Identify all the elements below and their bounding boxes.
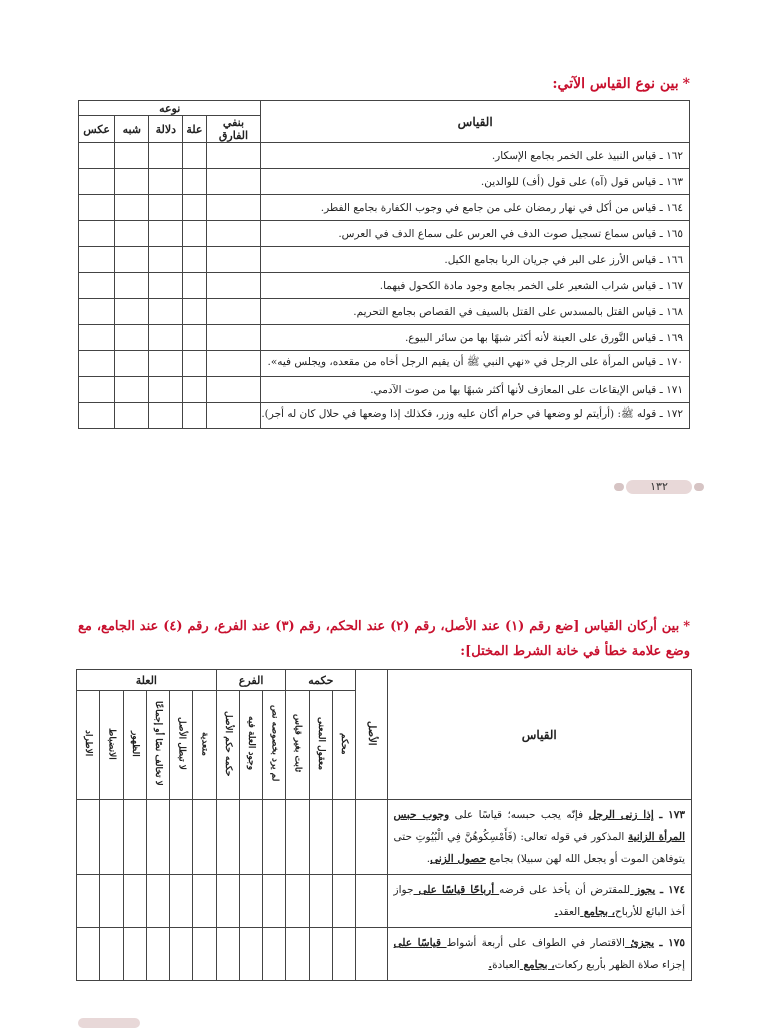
answer-cell[interactable]: [332, 800, 355, 875]
answer-cell[interactable]: [115, 247, 149, 273]
answer-cell[interactable]: [79, 169, 115, 195]
answer-cell[interactable]: [115, 377, 149, 403]
table-row: [79, 325, 690, 351]
table-row: [79, 351, 690, 377]
col-header: معقول المعنى: [309, 691, 332, 800]
qiyas-text-part: يجوز: [630, 884, 656, 896]
table-row: [79, 143, 690, 169]
qiyas-cell: ١٧٢ ـ قوله ﷺ: (أرأيتم لو وضعها في حرام أكان عليه وزر، فكذلك إذا وضعها في حلال كان له أجر).: [261, 403, 690, 429]
col-header: لا تبطل الأصل: [170, 691, 193, 800]
answer-cell[interactable]: [183, 143, 206, 169]
qiyas-text-part: العبادة: [492, 959, 520, 971]
answer-cell[interactable]: [146, 875, 169, 928]
answer-cell[interactable]: [115, 351, 149, 377]
answer-cell[interactable]: [206, 351, 261, 377]
answer-cell[interactable]: [79, 377, 115, 403]
answer-cell[interactable]: [286, 928, 309, 981]
answer-cell[interactable]: [183, 325, 206, 351]
qiyas-cell: ١٦٤ ـ قياس من أكل في نهار رمضان على من جامع في وجوب الكفارة بجامع الفطر.: [261, 195, 690, 221]
table-row: [79, 377, 690, 403]
qiyas-text-part: وجوب حبس المرأة الزانية: [393, 809, 685, 843]
qiyas-pillars-table: [76, 669, 692, 981]
answer-cell[interactable]: [206, 247, 261, 273]
answer-cell[interactable]: [79, 325, 115, 351]
answer-cell[interactable]: [170, 800, 193, 875]
qiyas-cell: ١٦٨ ـ قياس القتل بالمسدس على القتل بالسيف في القصاص بجامع التحريم.: [261, 299, 690, 325]
qiyas-text-part: المذكور في قوله تعالى: (فَأَمْسِكُوهُنَّ فِي الْبُيُوتِ حتى يتوفاهن الموت أو يجعل الله لهن سبيلا) بجامع: [393, 831, 685, 865]
answer-cell[interactable]: [149, 351, 183, 377]
table-row: [79, 195, 690, 221]
answer-cell[interactable]: [79, 143, 115, 169]
answer-cell[interactable]: [79, 273, 115, 299]
answer-cell[interactable]: [123, 875, 146, 928]
answer-cell[interactable]: [170, 928, 193, 981]
qiyas-text-part: ، بجامع: [580, 906, 615, 918]
qiyas-cell: [387, 800, 691, 875]
qiyas-cell: ١٦٣ ـ قياس قول (آه) على قول (أف) للوالدين.: [261, 169, 690, 195]
answer-cell[interactable]: [309, 800, 332, 875]
qiyas-cell: ١٧١ ـ قياس الإيقاعات على المعازف لأنها أكثر شبهًا بها من صوت الآدمي.: [261, 377, 690, 403]
far-group-header: الفرع: [216, 670, 286, 691]
qiyas-cell: [387, 875, 691, 928]
col-header: دلالة: [149, 116, 183, 143]
answer-cell[interactable]: [239, 875, 262, 928]
answer-cell[interactable]: [115, 195, 149, 221]
answer-cell[interactable]: [77, 875, 100, 928]
answer-cell[interactable]: [332, 875, 355, 928]
qiyas-text-part: يجزئ: [624, 937, 655, 949]
answer-cell[interactable]: [263, 800, 286, 875]
qiyas-cell: ١٦٢ ـ قياس النبيذ على الخمر بجامع الإسكار.: [261, 143, 690, 169]
answer-cell[interactable]: [356, 928, 387, 981]
answer-cell[interactable]: [206, 325, 261, 351]
col-header: بنفي الفارق: [206, 116, 261, 143]
qiyas-text-part: إذا زنى الرجل: [588, 809, 654, 821]
table-row: [79, 299, 690, 325]
answer-cell[interactable]: [216, 800, 239, 875]
table-row: [79, 247, 690, 273]
qiyas-text-part: للمقترض أن يأخذ على قرضه: [499, 884, 631, 896]
answer-cell[interactable]: [206, 143, 261, 169]
answer-cell[interactable]: [100, 800, 123, 875]
qiyas-text-part: إجزاء صلاة الظهر بأربع ركعات: [554, 959, 685, 971]
answer-cell[interactable]: [149, 247, 183, 273]
answer-cell[interactable]: [206, 169, 261, 195]
page-number: ١٣٢: [626, 480, 692, 494]
section1-heading-text: بين نوع القياس الآتي:: [552, 76, 679, 92]
col-header: محكم: [332, 691, 355, 800]
answer-cell[interactable]: [123, 800, 146, 875]
qiyas-text-part: الاقتصار في الطواف على أربعة أشواط: [446, 937, 625, 949]
qiyas-cell: ١٦٦ ـ قياس الأرز على البر في جريان الربا بجامع الكيل.: [261, 247, 690, 273]
table-row: [79, 221, 690, 247]
answer-cell[interactable]: [206, 195, 261, 221]
qiyas-text-part: فإنّه يجب حبسه؛ قياسًا على: [449, 809, 589, 821]
next-page-number-fragment: [78, 1018, 140, 1028]
answer-cell[interactable]: [263, 875, 286, 928]
answer-cell[interactable]: [123, 928, 146, 981]
qiyas-text-part: ، بجامع: [519, 959, 555, 971]
col-header: متعدية: [193, 691, 216, 800]
answer-cell[interactable]: [149, 403, 183, 429]
star-icon: *: [683, 619, 691, 634]
col-header: الانضباط: [100, 691, 123, 800]
answer-cell[interactable]: [115, 143, 149, 169]
answer-cell[interactable]: [115, 299, 149, 325]
qiyas-header: القياس: [387, 670, 691, 800]
answer-cell[interactable]: [239, 928, 262, 981]
item-number: ١٧٣ ـ: [659, 809, 685, 821]
answer-cell[interactable]: [206, 273, 261, 299]
qiyas-text-part: حصول الزنى: [430, 853, 486, 865]
answer-cell[interactable]: [193, 928, 216, 981]
answer-cell[interactable]: [149, 195, 183, 221]
table-row: [79, 273, 690, 299]
answer-cell[interactable]: [149, 273, 183, 299]
answer-cell[interactable]: [170, 875, 193, 928]
answer-cell[interactable]: [149, 143, 183, 169]
answer-cell[interactable]: [183, 247, 206, 273]
star-icon: *: [682, 76, 690, 92]
answer-cell[interactable]: [183, 195, 206, 221]
answer-cell[interactable]: [309, 875, 332, 928]
answer-cell[interactable]: [183, 377, 206, 403]
qiyas-text-part: .: [554, 906, 559, 918]
answer-cell[interactable]: [356, 800, 387, 875]
answer-cell[interactable]: [183, 273, 206, 299]
answer-cell[interactable]: [79, 299, 115, 325]
table-row: [77, 928, 692, 981]
answer-cell[interactable]: [149, 169, 183, 195]
answer-cell[interactable]: [115, 169, 149, 195]
answer-cell[interactable]: [206, 403, 261, 429]
answer-cell[interactable]: [115, 221, 149, 247]
answer-cell[interactable]: [206, 221, 261, 247]
answer-cell[interactable]: [77, 800, 100, 875]
answer-cell[interactable]: [332, 928, 355, 981]
answer-cell[interactable]: [206, 377, 261, 403]
type-group-header: نوعه: [79, 101, 261, 116]
answer-cell[interactable]: [115, 403, 149, 429]
answer-cell[interactable]: [79, 247, 115, 273]
answer-cell[interactable]: [216, 875, 239, 928]
qiyas-cell: ١٦٥ ـ قياس سماع تسجيل صوت الدف في العرس على سماع الدف في العرس.: [261, 221, 690, 247]
qiyas-type-table: [78, 100, 690, 429]
answer-cell[interactable]: [183, 221, 206, 247]
qiyas-text-part: العقد: [558, 906, 581, 918]
answer-cell[interactable]: [146, 800, 169, 875]
item-number: ١٧٤ ـ: [660, 884, 685, 896]
col-header: ثابت بغير قياس: [286, 691, 309, 800]
answer-cell[interactable]: [263, 928, 286, 981]
table-row: [79, 403, 690, 429]
answer-cell[interactable]: [100, 928, 123, 981]
col-header: علة: [183, 116, 206, 143]
answer-cell[interactable]: [309, 928, 332, 981]
qiyas-cell: ١٧٠ ـ قياس المرأة على الرجل في «نهي النبي ﷺ أن يقيم الرجل أخاه من مقعده، ويجلس فيه».: [261, 351, 690, 377]
qiyas-text-part: قياسًا على: [393, 937, 447, 949]
illa-group-header: العلة: [77, 670, 217, 691]
answer-cell[interactable]: [115, 325, 149, 351]
answer-cell[interactable]: [149, 221, 183, 247]
answer-cell[interactable]: [115, 273, 149, 299]
item-number: ١٧٥ ـ: [659, 937, 685, 949]
table-row: [77, 800, 692, 875]
col-header: وجود العلة فيه: [239, 691, 262, 800]
answer-cell[interactable]: [146, 928, 169, 981]
answer-cell[interactable]: [79, 195, 115, 221]
answer-cell[interactable]: [193, 800, 216, 875]
answer-cell[interactable]: [79, 351, 115, 377]
answer-cell[interactable]: [356, 875, 387, 928]
qiyas-header: القياس: [261, 101, 690, 143]
answer-cell[interactable]: [216, 928, 239, 981]
qiyas-cell: ١٦٩ ـ قياس التَّورق على العينة لأنه أكثر شبهًا بها من سائر البيوع.: [261, 325, 690, 351]
answer-cell[interactable]: [286, 800, 309, 875]
col-header: الظهور: [123, 691, 146, 800]
table-row: [79, 169, 690, 195]
answer-cell[interactable]: [183, 351, 206, 377]
answer-cell[interactable]: [79, 221, 115, 247]
col-header: شبه: [115, 116, 149, 143]
answer-cell[interactable]: [149, 377, 183, 403]
asl-header: الأصل: [356, 670, 387, 800]
answer-cell[interactable]: [183, 299, 206, 325]
answer-cell[interactable]: [149, 299, 183, 325]
section2-heading: [78, 614, 690, 664]
qiyas-text-part: جواز أخذ البائع للأرباح: [393, 884, 685, 918]
section2-heading-text: بين أركان القياس [ضع رقم (١) عند الأصل، رقم (٢) عند الحكم، رقم (٣) عند الفرع، رقم (٤) عند الجامع، مع وضع علامة خطأ في خانة الشرط المختل]:: [78, 619, 690, 659]
qiyas-text-part: .: [488, 959, 493, 971]
col-header: الاطراد: [77, 691, 100, 800]
qiyas-text-part: .: [426, 853, 431, 865]
answer-cell[interactable]: [100, 875, 123, 928]
answer-cell[interactable]: [183, 403, 206, 429]
table-row: [77, 875, 692, 928]
col-header: لا تخالف نصًا أو إجماعًا: [146, 691, 169, 800]
answer-cell[interactable]: [77, 928, 100, 981]
qiyas-text-part: أرباحًا قياسًا على: [413, 884, 500, 896]
col-header: عكس: [79, 116, 115, 143]
answer-cell[interactable]: [183, 169, 206, 195]
answer-cell[interactable]: [206, 299, 261, 325]
section1-heading: [552, 76, 690, 92]
hukm-group-header: حكمه: [286, 670, 356, 691]
col-header: حكمه حكم الأصل: [216, 691, 239, 800]
answer-cell[interactable]: [193, 875, 216, 928]
qiyas-cell: [387, 928, 691, 981]
answer-cell[interactable]: [286, 875, 309, 928]
col-header: لم يرد بخصوصه نص: [263, 691, 286, 800]
answer-cell[interactable]: [149, 325, 183, 351]
qiyas-cell: ١٦٧ ـ قياس شراب الشعير على الخمر بجامع وجود مادة الكحول فيهما.: [261, 273, 690, 299]
answer-cell[interactable]: [79, 403, 115, 429]
answer-cell[interactable]: [239, 800, 262, 875]
